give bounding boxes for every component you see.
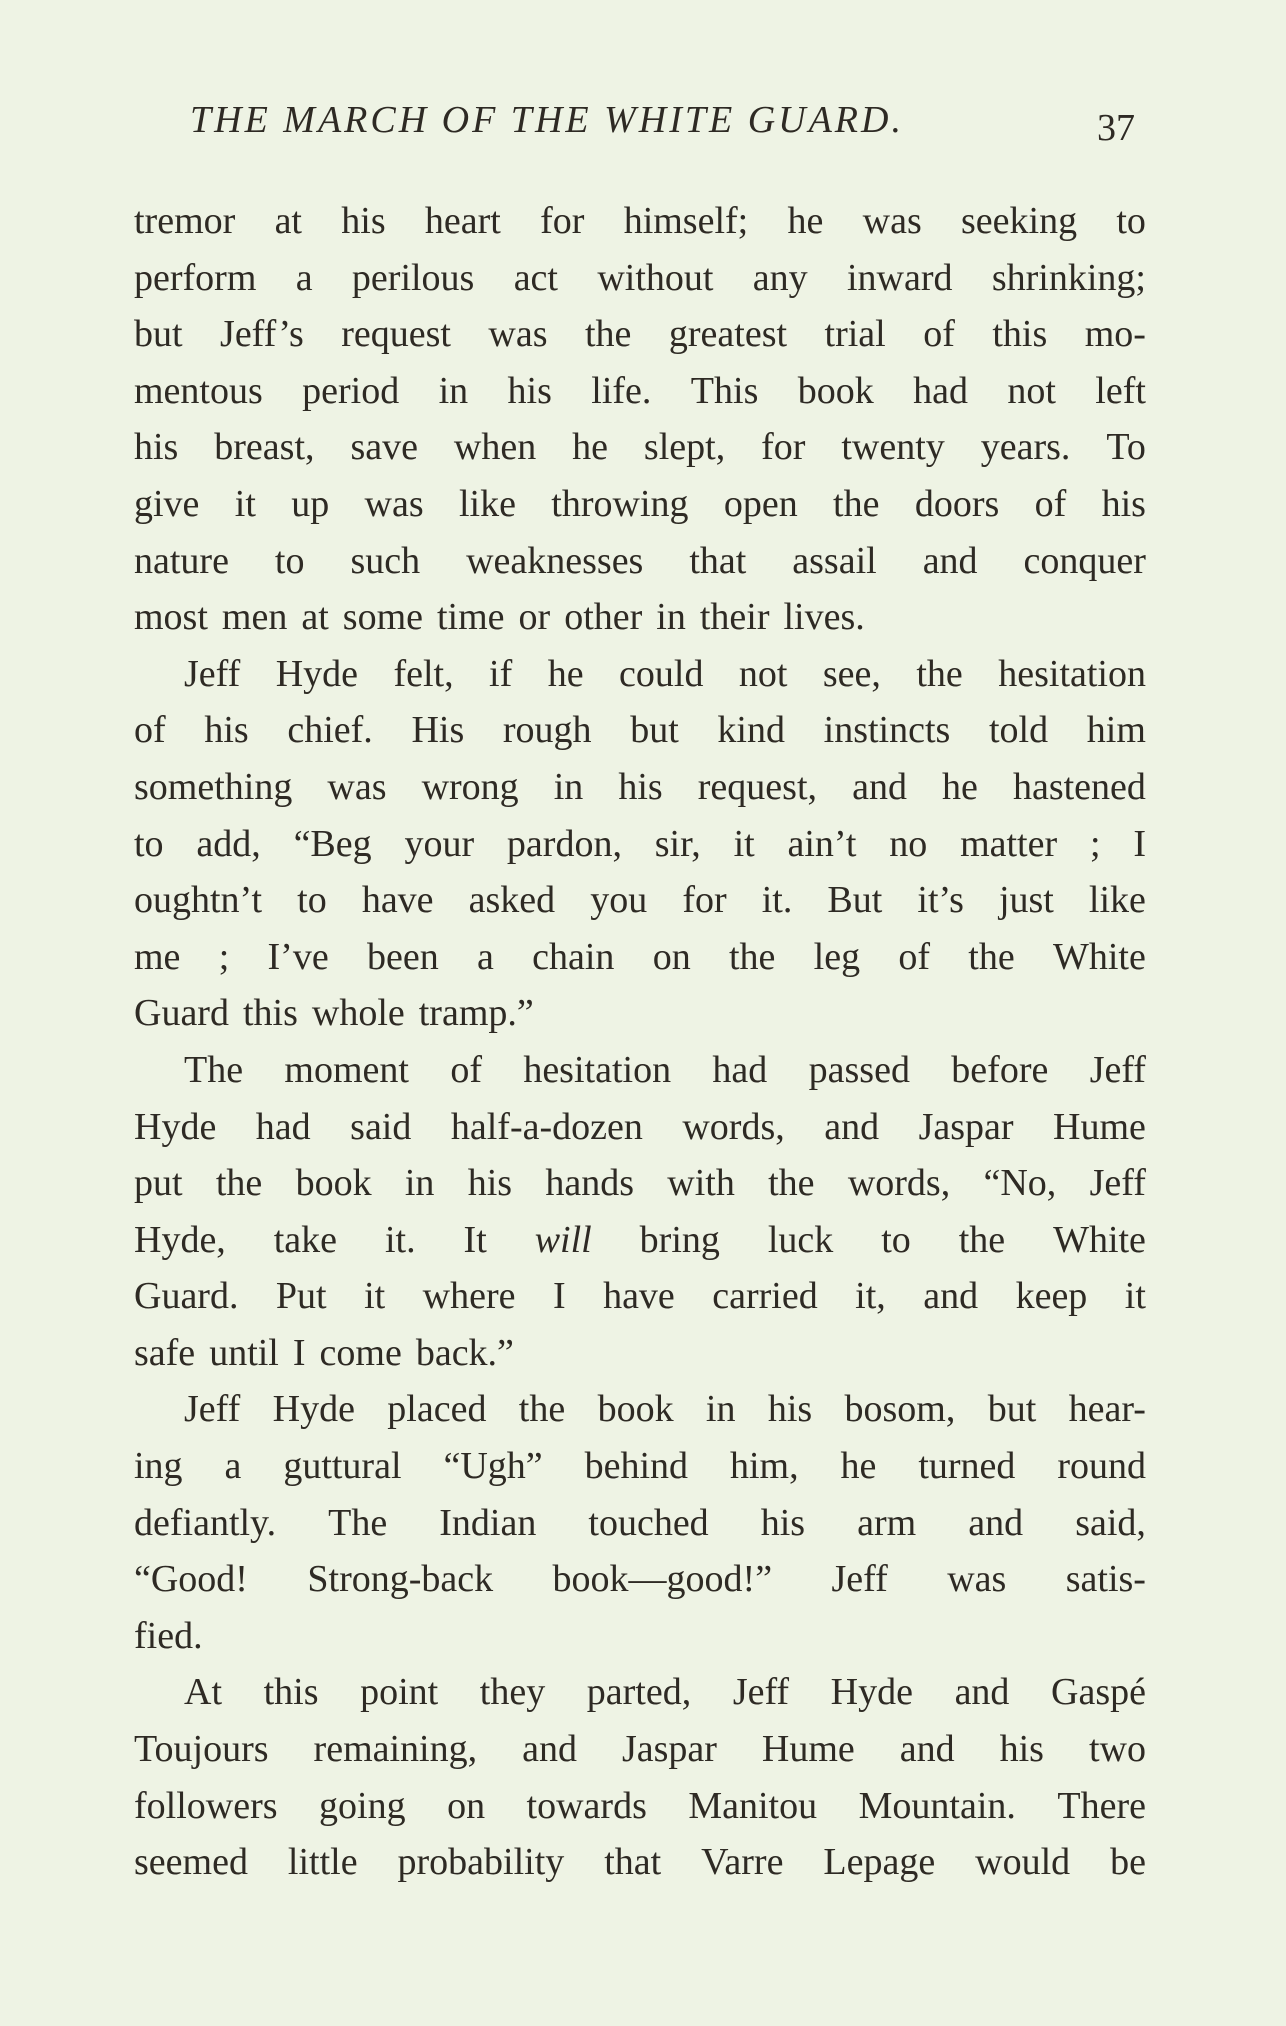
word: at (301, 596, 329, 639)
word: that (689, 539, 747, 582)
word: I (552, 1275, 566, 1318)
word: was (862, 200, 922, 242)
word: had (913, 369, 968, 412)
word: will (534, 1218, 592, 1261)
word: book (797, 369, 874, 412)
text-line (134, 1608, 1146, 1665)
text-line (134, 1551, 1146, 1608)
word: his (467, 1162, 513, 1205)
word: be (1110, 1841, 1146, 1884)
word: perform (134, 256, 257, 299)
text-line (134, 1721, 1146, 1778)
word: hear- (1068, 1388, 1146, 1431)
word: arm (857, 1501, 917, 1544)
word: years. (980, 426, 1071, 469)
word: give (134, 482, 200, 525)
word: act (513, 256, 558, 299)
word: any (752, 256, 808, 299)
text-line (134, 816, 1146, 873)
word: Mountain. (858, 1784, 1016, 1827)
word: a (295, 256, 313, 299)
text-line (134, 1212, 1146, 1269)
word: seemed (134, 1841, 248, 1884)
word: he (572, 426, 608, 469)
word: book (295, 1162, 372, 1205)
word: Hume (761, 1728, 855, 1771)
word: his (999, 1728, 1044, 1771)
word: the (518, 1388, 566, 1431)
word: where (422, 1275, 516, 1318)
word: mo- (1084, 313, 1146, 356)
word: his (1101, 482, 1146, 525)
word: come (319, 1331, 402, 1374)
word: the (916, 652, 963, 695)
word: Jeff (184, 652, 241, 695)
word: and (824, 1105, 880, 1148)
word: have (603, 1275, 675, 1318)
word: for (540, 200, 585, 242)
word: and (968, 1501, 1024, 1544)
word: touched (588, 1501, 709, 1544)
word: rough (502, 709, 592, 752)
word: had (712, 1048, 768, 1091)
word: Hyde (275, 652, 359, 695)
word: in (438, 369, 469, 412)
word: he (840, 1445, 877, 1488)
word: his (341, 200, 386, 242)
word: this (992, 313, 1048, 356)
word: of (450, 1048, 482, 1091)
word: of (898, 935, 931, 978)
word: conquer (1023, 539, 1146, 582)
word: such (350, 539, 421, 582)
word: it (364, 1275, 386, 1318)
word: been (366, 935, 439, 978)
word: hastened (1012, 765, 1146, 808)
word: luck (767, 1218, 834, 1261)
word: that (604, 1841, 662, 1884)
text-line (134, 872, 1146, 929)
word: I’ve (267, 935, 329, 978)
word: going (319, 1784, 406, 1827)
word: lives. (783, 596, 865, 639)
word: a (476, 935, 494, 978)
word: carried (712, 1275, 818, 1318)
word: moment (284, 1048, 409, 1091)
word: it (1124, 1275, 1146, 1318)
word: “Beg (293, 822, 372, 865)
word: point (360, 1671, 439, 1714)
word: behind (584, 1445, 689, 1488)
word: of (1034, 482, 1067, 525)
word: slept, (643, 426, 726, 469)
word: told (988, 709, 1049, 752)
word: safe (134, 1331, 196, 1374)
word: life. (591, 369, 652, 412)
word: in (553, 765, 584, 808)
word: his (767, 1388, 813, 1431)
word: he (547, 652, 584, 695)
text-line (134, 1381, 1146, 1438)
word: it, (855, 1275, 886, 1318)
word: before (951, 1048, 1049, 1091)
word: take (273, 1218, 338, 1261)
word: greatest (668, 313, 788, 356)
word: matter (960, 822, 1058, 865)
word: the (968, 935, 1015, 978)
word: kind (717, 709, 785, 752)
word: the (958, 1218, 1006, 1261)
word: sir, (654, 822, 701, 865)
word: towards (526, 1784, 647, 1827)
word: and (923, 1275, 979, 1318)
word: Guard. (134, 1275, 239, 1318)
word: the (768, 1162, 815, 1205)
word: but (987, 1388, 1037, 1431)
text-line (134, 193, 1146, 250)
text-line (134, 1438, 1146, 1495)
text-line (134, 363, 1146, 420)
word: his (618, 765, 663, 808)
word: Hyde (830, 1671, 913, 1714)
word: period (302, 369, 400, 412)
word: to (274, 539, 305, 582)
word: remaining, (313, 1728, 478, 1771)
word: weaknesses (466, 539, 644, 582)
word: without (597, 256, 714, 299)
word: was (947, 1558, 1007, 1601)
word: ing (134, 1445, 183, 1488)
word: ; (1089, 822, 1101, 865)
word: defiantly. (134, 1501, 277, 1544)
word: At (184, 1671, 222, 1714)
word: words, (682, 1105, 785, 1148)
word: half-a-dozen (450, 1105, 643, 1148)
word: if (489, 652, 513, 695)
word: Varre (701, 1841, 784, 1884)
word: This (690, 369, 759, 412)
word: the (215, 1162, 263, 1205)
word: it. (761, 879, 793, 922)
word: on (447, 1784, 486, 1827)
word: had (255, 1105, 311, 1148)
word: Hume (1053, 1105, 1146, 1148)
word: add, (196, 822, 261, 865)
word: ; (218, 935, 230, 978)
word: his (760, 1501, 806, 1544)
word: doors (914, 482, 1000, 525)
word: and (954, 1671, 1010, 1714)
word: heart (424, 200, 501, 242)
word: mentous (134, 369, 263, 412)
word: There (1057, 1784, 1146, 1827)
word: request (341, 313, 451, 356)
running-title: THE MARCH OF THE WHITE GUARD. (190, 99, 904, 141)
word: Lepage (823, 1841, 936, 1884)
word: Hyde (272, 1388, 355, 1431)
word: time (437, 596, 505, 639)
word: asked (468, 879, 556, 922)
word: Jeff (1089, 1048, 1146, 1091)
word: bosom, (844, 1388, 956, 1431)
word: said, (1075, 1501, 1146, 1544)
word: like (1088, 879, 1146, 922)
word: Hyde, (134, 1218, 226, 1261)
text-line (134, 929, 1146, 986)
text-line (134, 533, 1146, 590)
word: he (787, 200, 824, 242)
word: I (292, 1331, 306, 1374)
text-line (134, 1155, 1146, 1212)
word: Jeff (831, 1558, 888, 1601)
word: would (975, 1841, 1071, 1884)
word: when (453, 426, 537, 469)
word: his (507, 369, 552, 412)
word: your (404, 822, 475, 865)
word: Jeff (732, 1671, 790, 1714)
word: with (667, 1162, 735, 1205)
word: you (590, 879, 648, 922)
word: men (221, 596, 288, 639)
word: chief. (287, 709, 373, 752)
word: Jeff (1089, 1162, 1146, 1205)
word: could (619, 652, 704, 695)
word: to (881, 1218, 911, 1261)
word: Guard (134, 992, 229, 1035)
word: book (597, 1388, 674, 1431)
word: Jaspar (918, 1105, 1014, 1148)
word: nature (134, 539, 229, 582)
word: back.” (415, 1331, 514, 1374)
text-line (134, 1325, 1146, 1382)
word: the (728, 935, 776, 978)
word: seeking (961, 200, 1078, 242)
word: parted, (586, 1671, 692, 1714)
word: breast, (214, 426, 315, 469)
word: Jeff’s (220, 313, 304, 356)
text-line (134, 759, 1146, 816)
word: said (350, 1105, 412, 1148)
word: on (652, 935, 691, 978)
word: bring (639, 1218, 720, 1261)
word: to (297, 879, 327, 922)
text-line (134, 1778, 1146, 1835)
word: inward (846, 256, 953, 299)
word: have (361, 879, 434, 922)
word: but (630, 709, 679, 752)
word: to (134, 822, 164, 865)
word: chain (532, 935, 615, 978)
word: hesitation (523, 1048, 672, 1091)
word: was (327, 765, 387, 808)
word: “Ugh” (443, 1445, 543, 1488)
word: Jaspar (621, 1728, 717, 1771)
word: a (224, 1445, 242, 1488)
word: this (242, 992, 298, 1035)
word: words, (847, 1162, 951, 1205)
word: keep (1015, 1275, 1088, 1318)
word: and (522, 1728, 577, 1771)
word: ain’t (787, 822, 857, 865)
word: or (518, 596, 551, 639)
text-line (134, 306, 1146, 363)
word: round (1057, 1445, 1146, 1488)
word: up (291, 482, 330, 525)
word: throwing (551, 482, 689, 525)
word: whole (311, 992, 405, 1035)
word: oughtn’t (134, 879, 263, 922)
word: him (1086, 709, 1146, 752)
word: save (350, 426, 418, 469)
word: but (134, 313, 183, 356)
word: the (585, 313, 632, 356)
word: not (738, 652, 788, 695)
word: and (922, 539, 978, 582)
word: But (827, 879, 883, 922)
word: in (656, 596, 686, 639)
word: it’s (917, 879, 964, 922)
word: passed (808, 1048, 910, 1091)
word: it (234, 482, 256, 525)
word: two (1088, 1728, 1146, 1771)
page-number: 37 (1097, 107, 1135, 149)
word: The (328, 1501, 388, 1544)
text-line (134, 1664, 1146, 1721)
word: hesitation (998, 652, 1146, 695)
word: twenty (841, 426, 945, 469)
word: wrong (421, 765, 519, 808)
word: of (923, 313, 955, 356)
word: satis- (1065, 1558, 1146, 1601)
word: this (263, 1671, 319, 1714)
word: open (723, 482, 798, 525)
word: most (134, 596, 208, 639)
word: left (1095, 369, 1146, 412)
word: the (833, 482, 880, 525)
word: him, (729, 1445, 799, 1488)
text-line (134, 646, 1146, 703)
word: their (699, 596, 770, 639)
word: Manitou (688, 1784, 818, 1827)
word: put (134, 1162, 183, 1205)
word: at (274, 200, 302, 242)
word: and (899, 1728, 955, 1771)
word: and (852, 765, 907, 808)
word: see, (822, 652, 881, 695)
word: little (287, 1841, 358, 1884)
word: his (204, 709, 249, 752)
word: Gaspé (1051, 1671, 1146, 1714)
word: His (411, 709, 465, 752)
text-line (134, 589, 1146, 646)
word: Indian (439, 1501, 537, 1544)
running-head (190, 98, 1135, 158)
word: “No, (983, 1162, 1057, 1205)
word: probability (397, 1841, 565, 1884)
word: he (942, 765, 978, 808)
word: was (488, 313, 548, 356)
word: himself; (623, 200, 749, 242)
text-line (134, 476, 1146, 533)
body-text (134, 193, 1146, 1891)
text-line (134, 1495, 1146, 1552)
word: shrinking; (991, 256, 1146, 299)
word: Strong-back (307, 1558, 494, 1601)
word: me (134, 935, 181, 978)
text-line (134, 1834, 1146, 1891)
word: pardon, (506, 822, 622, 865)
word: placed (387, 1388, 487, 1431)
word: perilous (351, 256, 475, 299)
text-line (134, 702, 1146, 759)
text-line (134, 985, 1146, 1042)
text-line (134, 1042, 1146, 1099)
word: Put (275, 1275, 327, 1318)
word: in (404, 1162, 435, 1205)
word: It (463, 1218, 487, 1261)
word: Jeff (184, 1388, 241, 1431)
word: just (998, 879, 1054, 922)
word: tremor (134, 200, 236, 242)
word: some (342, 596, 423, 639)
word: Toujours (134, 1728, 269, 1771)
word: in (705, 1388, 736, 1431)
word: hands (545, 1162, 634, 1205)
word: other (564, 596, 643, 639)
text-line (134, 1268, 1146, 1325)
word: The (184, 1048, 244, 1091)
word: request, (697, 765, 818, 808)
word: “Good! (134, 1558, 248, 1601)
text-line (134, 419, 1146, 476)
word: book—good!” (552, 1558, 773, 1601)
word: White (1052, 935, 1146, 978)
word: of (134, 709, 166, 752)
word: felt, (393, 652, 454, 695)
word: like (458, 482, 516, 525)
word: I (1133, 822, 1146, 865)
text-line (134, 250, 1146, 307)
word: no (889, 822, 928, 865)
text-line (134, 1099, 1146, 1156)
word: assail (792, 539, 877, 582)
word: trial (824, 313, 886, 356)
word: for (761, 426, 806, 469)
word: White (1053, 1218, 1146, 1261)
word: Hyde (134, 1105, 217, 1148)
word: instincts (823, 709, 951, 752)
word: turned (918, 1445, 1016, 1488)
word: To (1106, 426, 1146, 469)
word: it. (384, 1218, 416, 1261)
word: to (1116, 200, 1146, 242)
word: not (1007, 369, 1056, 412)
word: was (364, 482, 424, 525)
word: guttural (283, 1445, 402, 1488)
word: leg (813, 935, 861, 978)
word: it (733, 822, 755, 865)
word: followers (134, 1784, 278, 1827)
word: fied. (134, 1614, 203, 1657)
word: his (134, 426, 179, 469)
word: they (479, 1671, 546, 1714)
word: tramp.” (418, 992, 534, 1035)
word: for (682, 879, 727, 922)
word: something (134, 765, 293, 808)
word: until (209, 1331, 279, 1374)
